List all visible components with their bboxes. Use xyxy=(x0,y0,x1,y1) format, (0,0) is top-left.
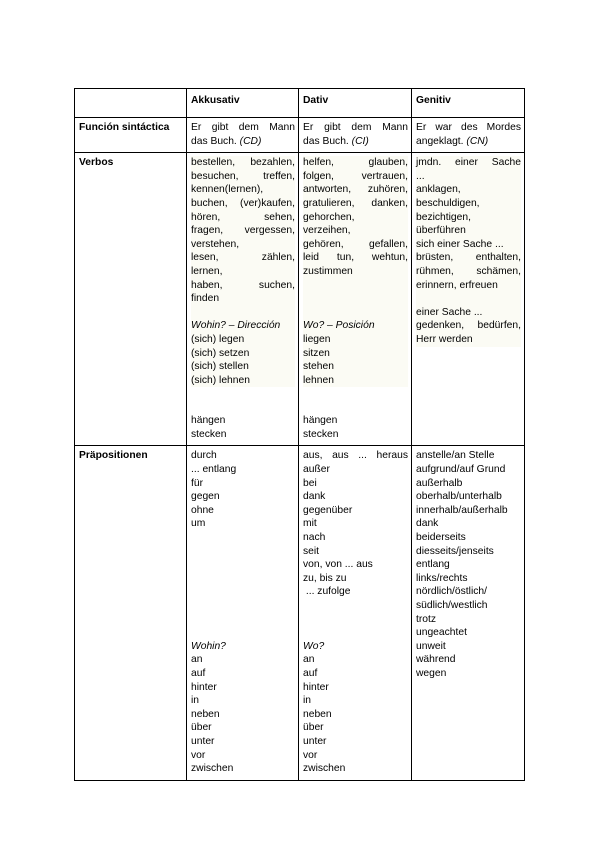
praep-akk-wechsel: hinter xyxy=(191,681,217,693)
praep-dat-item: seit xyxy=(303,545,320,557)
praep-dat-wechsel: über xyxy=(303,722,324,734)
verbos-dat-line: folgen, vertrauen, xyxy=(303,170,408,182)
row-praepositionen xyxy=(75,446,525,780)
verbos-dat-extra: stecken xyxy=(303,428,339,440)
verbos-dat-line: antworten, zuhören, xyxy=(303,184,408,196)
verbos-gen-line: gedenken, bedürfen, xyxy=(416,320,521,332)
verbos-akk-line: verstehen, xyxy=(191,238,240,250)
verbos-gen-line: rühmen, schämen, xyxy=(416,265,521,277)
verbos-akk-line: besuchen, treffen, xyxy=(191,170,295,182)
praep-gen-item: außerhalb xyxy=(416,477,463,489)
verbos-akkusativ-cell xyxy=(187,153,299,446)
praep-dat-wechsel: unter xyxy=(303,735,327,747)
verbos-dat-line: helfen, glauben, xyxy=(303,157,408,169)
praep-akk-wechsel: über xyxy=(191,722,212,734)
praep-dat-wechsel: an xyxy=(303,654,315,666)
praep-akk-item: um xyxy=(191,518,206,530)
praep-dat-item: bei xyxy=(303,477,317,489)
praep-gen-item: aufgrund/auf Grund xyxy=(416,464,506,476)
praep-dat-wechsel: in xyxy=(303,695,312,707)
header-akkusativ: Akkusativ xyxy=(187,89,299,118)
verbos-akk-extra: hängen xyxy=(191,415,226,427)
row-verbos xyxy=(75,153,525,446)
praep-genitiv-cell xyxy=(412,446,525,780)
praep-dat-item: ... zufolge xyxy=(303,586,351,598)
verbos-akk-line: haben, suchen, xyxy=(191,279,295,291)
praep-gen-item: diesseits/jenseits xyxy=(416,545,494,557)
verbos-gen-line: sich einer Sache ... xyxy=(416,238,504,250)
praep-dat-item: von, von ... aus xyxy=(303,559,373,571)
praep-dat-item: aus, aus ... heraus xyxy=(303,450,408,462)
verbos-dat-motion: sitzen xyxy=(303,347,330,359)
verbos-dat-extra: hängen xyxy=(303,415,338,427)
praep-gen-item: innerhalb/außerhalb xyxy=(416,504,508,516)
verbos-gen-line: überführen xyxy=(416,225,466,237)
praep-dat-heading: Wo? xyxy=(303,640,325,652)
verbos-akk-motion: (sich) legen xyxy=(191,333,245,345)
verbos-dat-line: verzeihen, xyxy=(303,225,351,237)
praep-dativ-cell xyxy=(299,446,412,780)
praep-dat-wechsel: vor xyxy=(303,749,318,761)
praep-akk-item: durch xyxy=(191,450,217,462)
praep-gen-item: oberhalb/unterhalb xyxy=(416,491,502,503)
praep-dat-item: nach xyxy=(303,532,326,544)
praep-akk-item: gegen xyxy=(191,491,220,503)
praep-dat-wechsel: zwischen xyxy=(303,763,346,775)
praep-dat-item: mit xyxy=(303,518,317,530)
verbos-gen-line: erinnern, erfreuen xyxy=(416,279,498,291)
funcion-gen-line1: Er war des Mordes xyxy=(416,122,521,133)
verbos-dat-motion: stehen xyxy=(303,361,334,373)
praep-akk-item: ohne xyxy=(191,504,214,516)
verbos-gen-line: einer Sache ... xyxy=(416,306,483,318)
verbos-dat-line: gratulieren, danken, xyxy=(303,197,408,209)
praep-akk-wechsel: unter xyxy=(191,735,215,747)
row-funcion xyxy=(75,118,525,153)
praep-akkusativ-cell xyxy=(187,446,299,780)
praep-gen-item: dank xyxy=(416,518,439,530)
verbos-akk-motion: (sich) stellen xyxy=(191,361,249,373)
verbos-dat-line: leid tun, wehtun, xyxy=(303,252,408,264)
funcion-gen-tag: (CN) xyxy=(466,135,489,147)
verbos-gen-line: jmdn. einer Sache xyxy=(416,157,521,169)
funcion-dat-tag: (CI) xyxy=(351,135,369,147)
verbos-gen-line: ... xyxy=(416,170,425,182)
verbos-gen-line: bezichtigen, xyxy=(416,211,471,223)
verbos-dat-heading: Wo? – Posición xyxy=(303,320,375,332)
verbos-gen-line: Herr werden xyxy=(416,333,473,345)
verbos-dat-block xyxy=(303,156,408,387)
verbos-akk-motion: (sich) lehnen xyxy=(191,374,250,386)
praep-dat-item: dank xyxy=(303,491,326,503)
funcion-akkusativ-cell xyxy=(187,118,299,153)
verbos-akk-extra: stecken xyxy=(191,428,227,440)
verbos-akk-line: lernen, xyxy=(191,265,223,277)
praep-gen-item: trotz xyxy=(416,613,437,625)
funcion-akk-tag: (CD) xyxy=(239,135,262,147)
funcion-dat-line1: Er gibt dem Mann xyxy=(303,122,408,133)
verbos-dat-motion: lehnen xyxy=(303,374,334,386)
praep-gen-item: anstelle/an Stelle xyxy=(416,450,495,462)
funcion-gen-line2: angeklagt. xyxy=(416,135,464,147)
praep-dat-wechsel: auf xyxy=(303,667,318,679)
grammar-table xyxy=(74,88,525,781)
praep-gen-item: links/rechts xyxy=(416,572,468,584)
praep-gen-item: nördlich/östlich/ xyxy=(416,586,487,598)
praep-dat-wechsel: neben xyxy=(303,708,332,720)
praep-gen-item: während xyxy=(416,654,456,666)
praep-akk-wechsel: auf xyxy=(191,667,206,679)
header-row xyxy=(75,89,525,118)
row-label-praepositionen: Präpositionen xyxy=(75,446,187,780)
row-label-verbos: Verbos xyxy=(75,153,187,446)
verbos-gen-line: brüsten, enthalten, xyxy=(416,252,521,264)
verbos-dat-line: gehorchen, xyxy=(303,211,355,223)
funcion-dat-line2: das Buch. xyxy=(303,135,349,147)
verbos-akk-heading: Wohin? – Dirección xyxy=(191,320,281,332)
verbos-gen-line: beschuldigen, xyxy=(416,197,480,209)
praep-akk-heading: Wohin? xyxy=(191,640,226,652)
header-genitiv: Genitiv xyxy=(412,89,525,118)
verbos-dat-line: zustimmen xyxy=(303,265,353,277)
funcion-akk-line2: das Buch. xyxy=(191,135,237,147)
praep-akk-item: ... entlang xyxy=(191,464,237,476)
header-dativ: Dativ xyxy=(299,89,412,118)
praep-akk-wechsel: an xyxy=(191,654,203,666)
verbos-dativ-cell xyxy=(299,153,412,446)
verbos-dat-motion: liegen xyxy=(303,333,331,345)
funcion-dativ-cell xyxy=(299,118,412,153)
verbos-akk-line: kennen(lernen), xyxy=(191,184,264,196)
verbos-gen-line: anklagen, xyxy=(416,184,461,196)
praep-dat-item: außer xyxy=(303,464,330,476)
praep-gen-item: entlang xyxy=(416,559,450,571)
verbos-akk-line: buchen, (ver)kaufen, xyxy=(191,197,295,209)
verbos-akk-line: fragen, vergessen, xyxy=(191,225,295,237)
praep-dat-wechsel: hinter xyxy=(303,681,329,693)
verbos-akk-line: bestellen, bezahlen, xyxy=(191,157,295,169)
verbos-akk-line: lesen, zählen, xyxy=(191,252,295,264)
verbos-gen-block xyxy=(416,156,521,346)
header-corner-cell xyxy=(75,89,187,118)
verbos-dat-line: gehören, gefallen, xyxy=(303,238,408,250)
praep-gen-item: ungeachtet xyxy=(416,627,467,639)
praep-gen-item: wegen xyxy=(416,667,447,679)
row-label-funcion: Función sintáctica xyxy=(75,118,187,153)
praep-akk-wechsel: vor xyxy=(191,749,206,761)
verbos-akk-line: hören, sehen, xyxy=(191,211,295,223)
praep-akk-item: für xyxy=(191,477,204,489)
funcion-akk-line1: Er gibt dem Mann xyxy=(191,122,295,133)
verbos-akk-line: finden xyxy=(191,293,220,305)
praep-gen-item: unweit xyxy=(416,640,446,652)
praep-dat-item: gegenüber xyxy=(303,504,353,516)
funcion-genitiv-cell xyxy=(412,118,525,153)
verbos-akk-motion: (sich) setzen xyxy=(191,347,250,359)
praep-akk-wechsel: zwischen xyxy=(191,763,234,775)
verbos-genitiv-cell xyxy=(412,153,525,446)
praep-dat-item: zu, bis zu xyxy=(303,572,347,584)
praep-akk-wechsel: in xyxy=(191,695,200,707)
praep-gen-item: beiderseits xyxy=(416,532,466,544)
praep-akk-wechsel: neben xyxy=(191,708,220,720)
verbos-akk-block xyxy=(191,156,295,387)
praep-gen-item: südlich/westlich xyxy=(416,600,488,611)
